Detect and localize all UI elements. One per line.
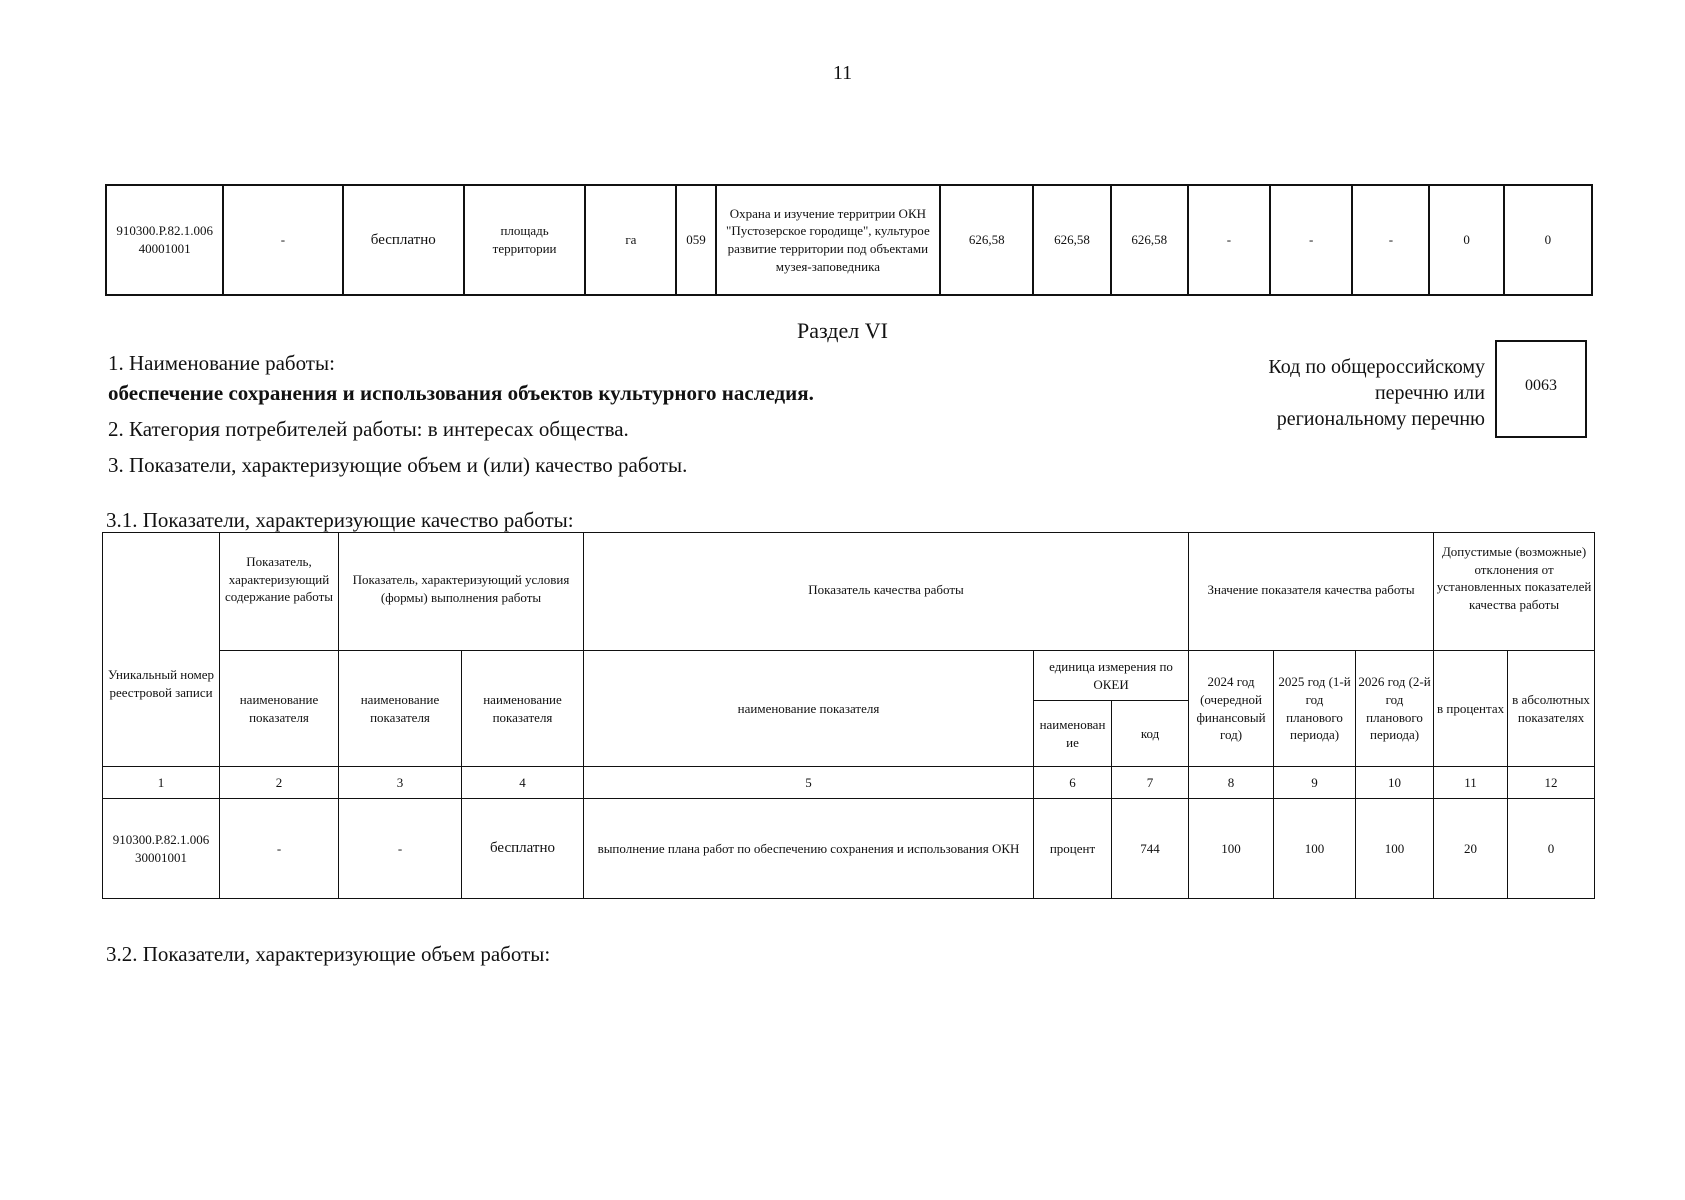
header-quality-value: Значение показателя качества работы (1189, 533, 1434, 651)
consumer-category: 2. Категория потребителей работы: в интересах общества. (108, 417, 629, 441)
page-number: 11 (832, 62, 853, 84)
column-number: 9 (1274, 767, 1356, 799)
work-name-label: 1. Наименование работы: (108, 351, 335, 375)
column-number: 6 (1034, 767, 1112, 799)
header-indicator-name: наименование показателя (220, 651, 339, 767)
table-cell: площадь территории (464, 185, 585, 295)
header-quality-indicator: Показатель качества работы (584, 533, 1189, 651)
unique-number-cell: 910300.Р.82.1.006 30001001 (103, 799, 220, 899)
header-year-2026: 2026 год (2-й год планового периода) (1356, 651, 1434, 767)
table-cell: - (223, 185, 342, 295)
header-content-indicator: Показатель, характеризующий содержание работы (220, 533, 339, 651)
continuation-table (105, 184, 1593, 296)
table-cell: 0 (1508, 799, 1595, 899)
header-row (103, 533, 1595, 651)
column-number: 12 (1508, 767, 1595, 799)
indicators-heading: 3. Показатели, характеризующие объем и (или) качество работы. (108, 453, 688, 477)
column-number: 4 (462, 767, 584, 799)
column-number: 2 (220, 767, 339, 799)
table-cell: Охрана и изучение территрии ОКН "Пустозерское городище", культурое развитие территории под объектами музея-заповедника (716, 185, 941, 295)
header-row (103, 651, 1595, 701)
table-cell: 20 (1434, 799, 1508, 899)
code-box (1495, 340, 1587, 438)
code-value: 0063 (1525, 377, 1557, 394)
table-cell: бесплатно (343, 185, 464, 295)
header-indicator-name: наименование показателя (339, 651, 462, 767)
column-number: 1 (103, 767, 220, 799)
unique-number-cell: 910300.Р.82.1.006 40001001 (106, 185, 223, 295)
header-unique-number: Уникальный номер реестровой записи (103, 533, 220, 767)
quality-table (102, 532, 1595, 899)
quality-subheading: 3.1. Показатели, характеризующие качество работы: (106, 508, 574, 532)
header-in-percent: в процентах (1434, 651, 1508, 767)
table-cell: - (1270, 185, 1352, 295)
column-number: 11 (1434, 767, 1508, 799)
table-cell: 626,58 (1111, 185, 1188, 295)
column-number: 5 (584, 767, 1034, 799)
table-cell: 744 (1112, 799, 1189, 899)
header-unit-code: код (1112, 701, 1189, 767)
column-number: 7 (1112, 767, 1189, 799)
column-number: 3 (339, 767, 462, 799)
table-cell: 100 (1189, 799, 1274, 899)
table-cell: 0 (1429, 185, 1503, 295)
table-cell: выполнение плана работ по обеспечению сохранения и использования ОКН (584, 799, 1034, 899)
table-cell: 100 (1356, 799, 1434, 899)
table-cell: 626,58 (1033, 185, 1110, 295)
header-allowed-deviations: Допустимые (возможные) отклонения от установленных показателей качества работы (1434, 533, 1595, 651)
table-cell: процент (1034, 799, 1112, 899)
table-cell: - (1352, 185, 1429, 295)
table-row (106, 185, 1592, 295)
volume-subheading: 3.2. Показатели, характеризующие объем работы: (106, 942, 551, 966)
header-unit-name: наименован ие (1034, 701, 1112, 767)
header-in-absolute: в абсолютных показателях (1508, 651, 1595, 767)
header-indicator-name-main: наименование показателя (584, 651, 1034, 767)
column-number: 10 (1356, 767, 1434, 799)
column-number: 8 (1189, 767, 1274, 799)
table-cell: - (1188, 185, 1270, 295)
header-year-2024: 2024 год (очередной финансовый год) (1189, 651, 1274, 767)
table-cell: - (220, 799, 339, 899)
header-indicator-name: наименование показателя (462, 651, 584, 767)
table-cell: бесплатно (462, 799, 584, 899)
column-number-row (103, 767, 1595, 799)
table-row (103, 799, 1595, 899)
table-cell: 100 (1274, 799, 1356, 899)
table-cell: - (339, 799, 462, 899)
section-heading: Раздел VI (797, 318, 888, 343)
table-cell: га (585, 185, 676, 295)
work-name-value: обеспечение сохранения и использования объектов культурного наследия. (108, 381, 814, 405)
code-label: Код по общероссийскому перечню или региональному перечню (1268, 356, 1485, 430)
header-conditions-indicator: Показатель, характеризующий условия (формы) выполнения работы (339, 533, 584, 651)
table-cell: 626,58 (940, 185, 1033, 295)
table-cell: 059 (676, 185, 715, 295)
header-year-2025: 2025 год (1-й год планового периода) (1274, 651, 1356, 767)
table-cell: 0 (1504, 185, 1592, 295)
header-unit-okei: единица измерения по ОКЕИ (1034, 651, 1189, 701)
